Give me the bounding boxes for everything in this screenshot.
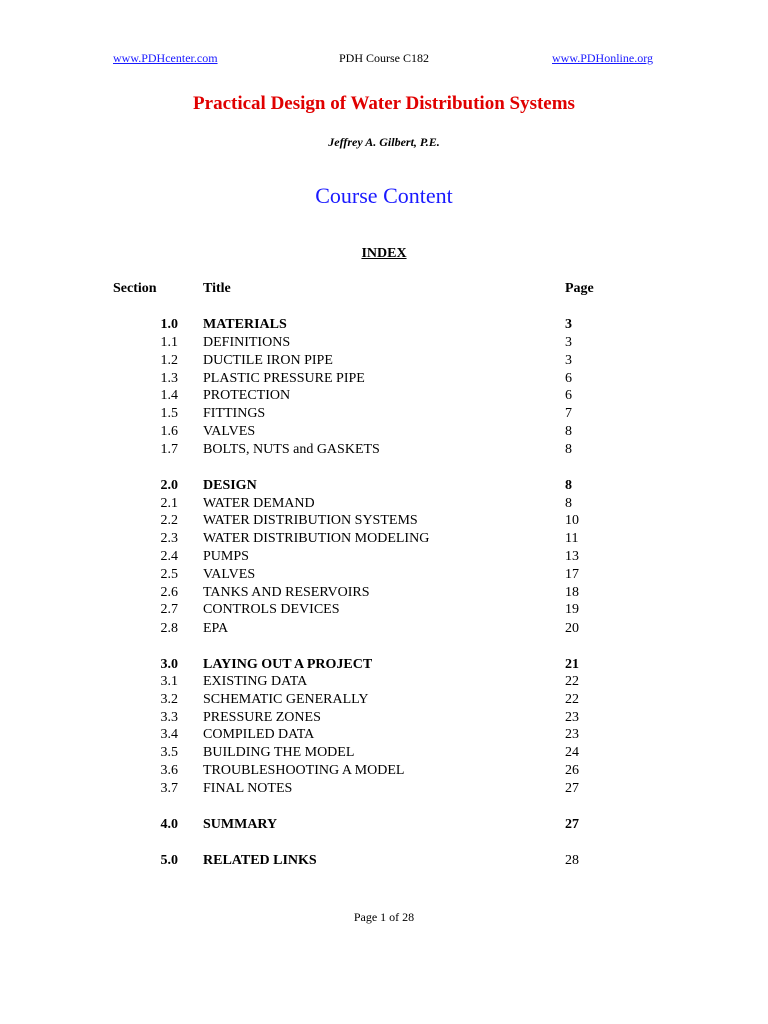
toc-page-number: 23 — [565, 710, 579, 725]
toc-section-number: 3.3 — [160, 710, 178, 725]
toc-section-number: 2.6 — [160, 585, 178, 600]
toc-row — [0, 762, 768, 780]
toc-row — [0, 352, 768, 370]
toc-section-title: EPA — [203, 621, 229, 636]
toc-page-number: 21 — [565, 657, 579, 672]
toc-page-number: 10 — [565, 513, 579, 528]
toc-page-number: 18 — [565, 585, 579, 600]
toc-section-number: 1.4 — [160, 388, 178, 403]
toc-section-number: 1.2 — [160, 353, 178, 368]
toc-page-number: 3 — [565, 335, 572, 350]
toc-section-number: 1.0 — [160, 317, 178, 332]
toc-section-number: 1.7 — [160, 442, 178, 457]
toc-section-title: WATER DISTRIBUTION MODELING — [203, 531, 430, 546]
toc-row — [0, 477, 768, 495]
toc-section-title: PUMPS — [203, 549, 249, 564]
toc-section-number: 1.1 — [160, 335, 178, 350]
toc-section-number: 2.7 — [160, 602, 178, 617]
column-header-title: Title — [203, 281, 231, 296]
toc-page-number: 8 — [565, 442, 572, 457]
header-link-pdhcenter[interactable]: www.PDHcenter.com — [113, 51, 218, 65]
toc-section-title: DESIGN — [203, 478, 257, 493]
toc-page-number: 3 — [565, 353, 572, 368]
toc-row — [0, 709, 768, 727]
toc-section-number: 3.0 — [160, 657, 178, 672]
toc-section-title: DUCTILE IRON PIPE — [203, 353, 333, 368]
toc-section-number: 2.4 — [160, 549, 178, 564]
toc-page-number: 13 — [565, 549, 579, 564]
toc-page-number: 7 — [565, 406, 572, 421]
toc-row — [0, 548, 768, 566]
toc-section-title: VALVES — [203, 567, 256, 582]
toc-section-title: VALVES — [203, 424, 256, 439]
toc-row — [0, 405, 768, 423]
toc-row — [0, 423, 768, 441]
toc-page-number: 24 — [565, 745, 579, 760]
toc-page-number: 27 — [565, 781, 579, 796]
toc-section-number: 4.0 — [160, 817, 178, 832]
toc-section-title: MATERIALS — [203, 317, 287, 332]
toc-page-number: 6 — [565, 388, 572, 403]
toc-section-title: COMPILED DATA — [203, 727, 315, 742]
column-header-page: Page — [565, 281, 594, 296]
toc-row — [0, 726, 768, 744]
toc-section-number: 5.0 — [160, 853, 178, 868]
toc-section-title: WATER DISTRIBUTION SYSTEMS — [203, 513, 418, 528]
toc-page-number: 28 — [565, 853, 579, 868]
toc-section-title: PRESSURE ZONES — [203, 710, 321, 725]
toc-section-number: 1.5 — [160, 406, 178, 421]
toc-section-title: WATER DEMAND — [203, 496, 315, 511]
header-link-pdhonline[interactable]: www.PDHonline.org — [552, 51, 653, 65]
toc-section-title: SCHEMATIC GENERALLY — [203, 692, 369, 707]
toc-page-number: 6 — [565, 371, 572, 386]
toc-page-number: 17 — [565, 567, 579, 582]
toc-section-number: 3.4 — [160, 727, 178, 742]
toc-section-number: 3.7 — [160, 781, 178, 796]
author-name: Jeffrey A. Gilbert, P.E. — [328, 135, 440, 149]
toc-page-number: 27 — [565, 817, 579, 832]
toc-section-title: PLASTIC PRESSURE PIPE — [203, 371, 365, 386]
course-content-heading: Course Content — [315, 183, 453, 208]
toc-row — [0, 530, 768, 548]
toc-section-title: TROUBLESHOOTING A MODEL — [203, 763, 405, 778]
toc-row — [0, 691, 768, 709]
toc-section-title: CONTROLS DEVICES — [203, 602, 340, 617]
header-course-code: PDH Course C182 — [338, 51, 429, 65]
toc-section-title: LAYING OUT A PROJECT — [203, 657, 373, 672]
toc-section-number: 3.2 — [160, 692, 178, 707]
column-header-section: Section — [113, 281, 157, 296]
toc-row — [0, 744, 768, 762]
toc-page-number: 22 — [565, 674, 579, 689]
toc-section-title: SUMMARY — [203, 817, 278, 832]
toc-section-number: 2.2 — [160, 513, 178, 528]
toc-row — [0, 656, 768, 674]
toc-section-number: 3.1 — [160, 674, 178, 689]
page-number-footer: Page 1 of 28 — [353, 910, 415, 924]
toc-section-number: 2.5 — [160, 567, 178, 582]
toc-page-number: 26 — [565, 763, 579, 778]
toc-section-number: 1.6 — [160, 424, 178, 439]
toc-section-number: 2.8 — [160, 621, 178, 636]
toc-row — [0, 620, 768, 638]
toc-section-number: 3.5 — [160, 745, 178, 760]
toc-section-number: 3.6 — [160, 763, 178, 778]
toc-row — [0, 566, 768, 584]
toc-page-number: 8 — [565, 478, 572, 493]
toc-page-number: 11 — [565, 531, 579, 546]
toc-row — [0, 512, 768, 530]
toc-row — [0, 441, 768, 459]
document-title: Practical Design of Water Distribution Systems — [193, 93, 575, 114]
toc-row — [0, 316, 768, 334]
toc-page-number: 22 — [565, 692, 579, 707]
toc-section-number: 1.3 — [160, 371, 178, 386]
toc-section-title: RELATED LINKS — [203, 853, 317, 868]
toc-row — [0, 334, 768, 352]
toc-page-number: 8 — [565, 424, 572, 439]
toc-section-title: FITTINGS — [203, 406, 266, 421]
toc-section-number: 2.0 — [160, 478, 178, 493]
toc-row — [0, 816, 768, 834]
toc-section-number: 2.3 — [160, 531, 178, 546]
toc-section-title: BOLTS, NUTS and GASKETS — [203, 442, 380, 457]
toc-section-title: BUILDING THE MODEL — [203, 745, 355, 760]
toc-row — [0, 852, 768, 870]
toc-section-title: TANKS AND RESERVOIRS — [203, 585, 370, 600]
toc-section-title: EXISTING DATA — [203, 674, 308, 689]
toc-row — [0, 495, 768, 513]
toc-page-number: 3 — [565, 317, 572, 332]
toc-section-number: 2.1 — [160, 496, 178, 511]
toc-row — [0, 601, 768, 619]
toc-page-number: 20 — [565, 621, 579, 636]
toc-section-title: PROTECTION — [203, 388, 291, 403]
toc-section-title: DEFINITIONS — [203, 335, 291, 350]
toc-row — [0, 387, 768, 405]
toc-page-number: 23 — [565, 727, 579, 742]
toc-page-number: 19 — [565, 602, 579, 617]
toc-row — [0, 780, 768, 798]
index-heading: INDEX — [361, 246, 407, 261]
toc-row — [0, 673, 768, 691]
toc-row — [0, 370, 768, 388]
toc-section-title: FINAL NOTES — [203, 781, 293, 796]
toc-row — [0, 584, 768, 602]
toc-page-number: 8 — [565, 496, 572, 511]
